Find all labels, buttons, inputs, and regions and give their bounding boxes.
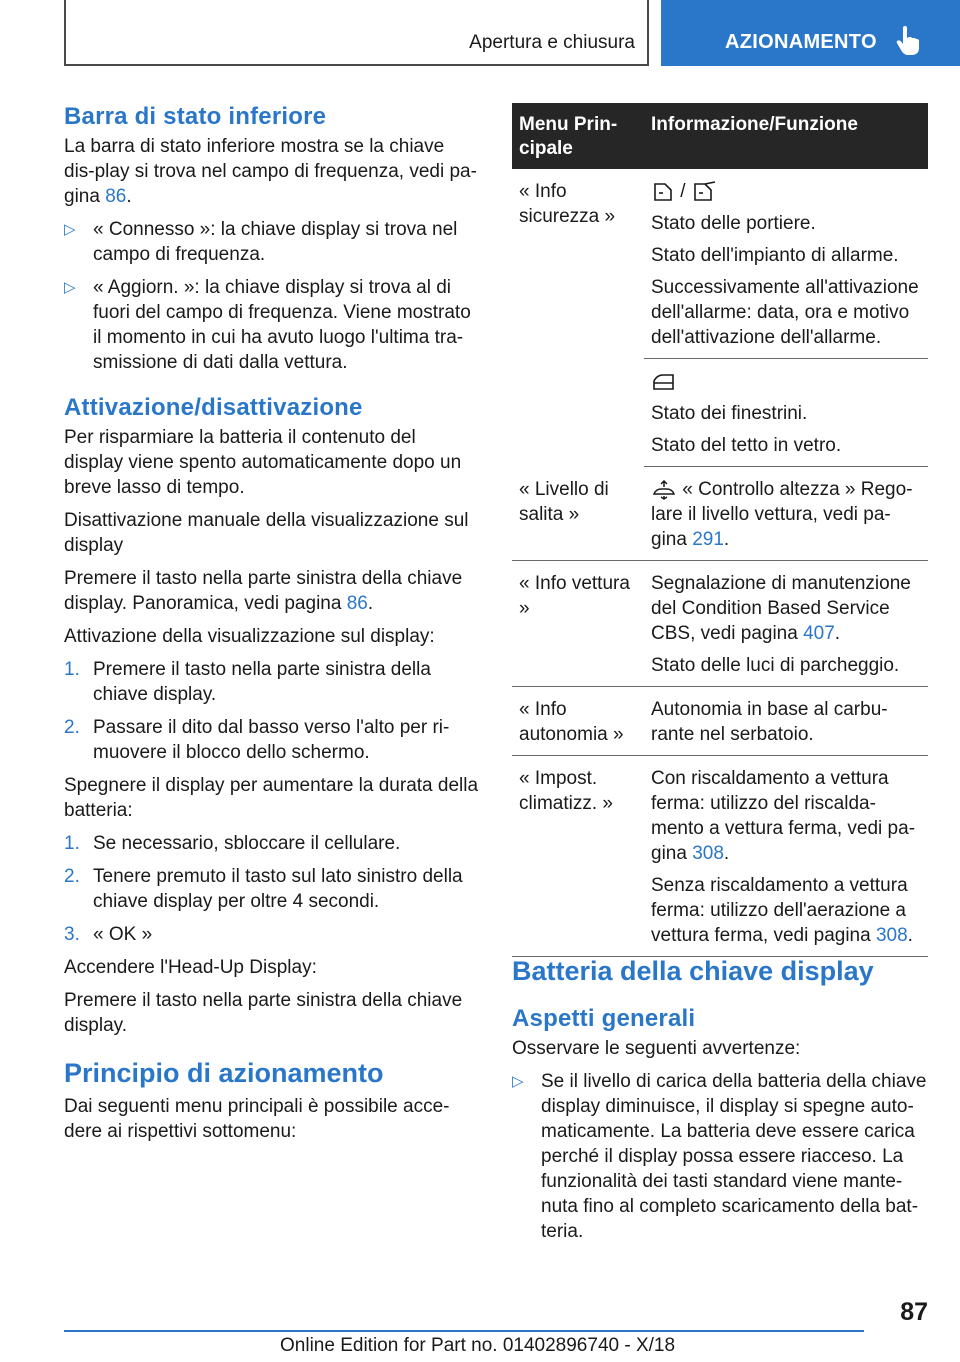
- table-row: [512, 756, 928, 957]
- page-link[interactable]: 291: [692, 529, 724, 550]
- numbered-item: [64, 657, 480, 707]
- list-number: 2.: [64, 866, 80, 887]
- list-text: « OK »: [93, 924, 153, 945]
- paragraph: Attivazione della visualizzazione sul display:: [64, 626, 435, 647]
- ride-height-icon: [651, 480, 677, 500]
- paragraph-text: Premere il tasto nella parte sinistra della chiave display. Panoramica, vedi pagina: [64, 568, 463, 614]
- info-line: Stato del tetto in vetro.: [651, 435, 842, 456]
- menu-table: [512, 103, 928, 957]
- paragraph: Dai seguenti menu principali è possibile acce-dere ai rispettivi sottomenu:: [64, 1096, 450, 1142]
- info-line: Stato dell'impianto di allarme.: [651, 245, 899, 266]
- triangle-bullet-icon: ▷: [64, 279, 76, 296]
- page-link[interactable]: 407: [803, 623, 835, 644]
- paragraph: La barra di stato inferiore mostra se la chiave dis-play si trova nel campo di frequenza, vedi pa-gina 86.: [64, 136, 477, 207]
- page-link[interactable]: 308: [875, 925, 908, 946]
- info-line: Stato dei finestrini.: [651, 403, 808, 424]
- bullet-item: [512, 1069, 928, 1244]
- paragraph: Osservare le seguenti avvertenze:: [512, 1038, 801, 1059]
- info-text: Segnalazione di manutenzione del Condition Based Service CBS, vedi pagina: [651, 573, 911, 644]
- list-number: 3.: [64, 924, 80, 945]
- info-text: Senza riscaldamento a vettura ferma: utilizzo dell'aerazione a vettura ferma, vedi pagina: [651, 875, 908, 946]
- paragraph: Per risparmiare la batteria il contenuto del display viene spento automaticamente dopo un breve lasso di tempo.: [64, 427, 462, 498]
- table-header-row: [512, 103, 928, 169]
- bullet-text: « Connesso »: la chiave display si trova nel campo di frequenza.: [93, 219, 458, 265]
- info-line: Stato delle luci di parcheggio.: [651, 655, 900, 676]
- page-number: 87: [900, 1298, 928, 1326]
- info-line: Senza riscaldamento a vettura ferma: utilizzo dell'aerazione a vettura ferma, vedi pagina 308.: [651, 875, 913, 946]
- table-row: [512, 467, 928, 561]
- numbered-item: [64, 831, 480, 856]
- list-text: Tenere premuto il tasto sul lato sinistro della chiave display per oltre 4 secondi.: [93, 866, 463, 912]
- subsection-title-general: Aspetti generali: [512, 1005, 696, 1032]
- list-number: 1.: [64, 659, 80, 680]
- page-link[interactable]: 308: [692, 843, 724, 864]
- header-section-title: Apertura e chiusura: [469, 32, 635, 53]
- hand-pointer-icon: [895, 26, 921, 56]
- list-text: Se necessario, sbloccare il cellulare.: [93, 833, 401, 854]
- icon-row: [651, 179, 921, 204]
- icon-row: [651, 369, 921, 394]
- numbered-item: [64, 864, 480, 914]
- table-cell-menu: « Impost. climatizz. »: [512, 756, 644, 957]
- table-cell-info: [644, 169, 928, 359]
- info-line: Con riscaldamento a vettura ferma: utilizzo del riscalda-mento a vettura ferma, vedi pa-gina 308.: [651, 768, 916, 864]
- list-text: Passare il dito dal basso verso l'alto per ri-muovere il blocco dello schermo.: [93, 717, 450, 763]
- left-column: [64, 102, 480, 1152]
- icon-separator: /: [680, 181, 686, 202]
- table-row: [512, 561, 928, 687]
- paragraph: Premere il tasto nella parte sinistra della chiave display. Panoramica, vedi pagina 86.: [64, 568, 463, 614]
- paragraph: Disattivazione manuale della visualizzazione sul display: [64, 510, 469, 556]
- footer-edition: Online Edition for Part no. 01402896740 - X/18: [280, 1335, 676, 1356]
- window-icon: [651, 371, 677, 393]
- table-cell-menu: « Info autonomia »: [512, 687, 644, 756]
- triangle-bullet-icon: ▷: [64, 221, 76, 238]
- numbered-item: [64, 922, 480, 947]
- info-line: Segnalazione di manutenzione del Condition Based Service CBS, vedi pagina 407.: [651, 573, 911, 644]
- list-text: Premere il tasto nella parte sinistra della chiave display.: [93, 659, 431, 705]
- info-line: Successivamente all'attivazione dell'allarme: data, ora e motivo dell'attivazione dell'allarme.: [651, 277, 919, 348]
- table-row: [512, 169, 928, 359]
- header-chapter-title: AZIONAMENTO: [725, 31, 877, 53]
- bullet-text: « Aggiorn. »: la chiave display si trova al di fuori del campo di frequenza. Viene mostrato il momento in cui ha avuto luogo l'ultima tra-smissione di dati dalla vettura.: [93, 277, 471, 373]
- bullet-text: Se il livello di carica della batteria della chiave display diminuisce, il display si spegne auto-maticamente. La batteria deve essere carica perché il display possa essere riacceso. La funzionalità dei tasti standard viene mante-nuta fino al completo scaricamento della bat-teria.: [541, 1071, 927, 1242]
- header-chapter: [661, 0, 960, 66]
- table-cell-menu: « Livello di salita »: [512, 467, 644, 561]
- table-cell-info: [644, 561, 928, 687]
- list-number: 2.: [64, 717, 80, 738]
- section-title-status-bar: Barra di stato inferiore: [64, 103, 327, 130]
- table-cell-info: [644, 756, 928, 957]
- page-link[interactable]: 86: [346, 593, 368, 614]
- numbered-item: [64, 715, 480, 765]
- list-number: 1.: [64, 833, 80, 854]
- door-closed-icon: [651, 181, 675, 203]
- info-line: Autonomia in base al carbu-rante nel serbatoio.: [651, 699, 888, 745]
- bullet-item: [64, 275, 480, 375]
- bullet-item: [64, 217, 480, 267]
- info-text: Con riscaldamento a vettura ferma: utilizzo del riscalda-mento a vettura ferma, vedi pa-gina: [651, 768, 916, 864]
- table-cell-info: [644, 359, 928, 467]
- paragraph-text: La barra di stato inferiore mostra se la chiave dis-play si trova nel campo di frequenza, vedi pa-gina: [64, 136, 477, 207]
- info-text: « Controllo altezza » Rego-lare il livello vettura, vedi pa-gina: [651, 479, 913, 550]
- right-column-battery: [512, 954, 928, 1252]
- section-title-activation: Attivazione/disattivazione: [64, 394, 363, 421]
- table-cell-info: [644, 687, 928, 756]
- paragraph: Spegnere il display per aumentare la durata della batteria:: [64, 775, 479, 821]
- info-line: « Controllo altezza » Rego-lare il livello vettura, vedi pa-gina 291.: [651, 479, 913, 550]
- section-title-battery: Batteria della chiave display: [512, 956, 874, 986]
- section-title-operating-principle: Principio di azionamento: [64, 1058, 384, 1088]
- footer-rule: [64, 1330, 864, 1332]
- table-header-menu: Menu Prin-cipale: [512, 103, 644, 169]
- page-link[interactable]: 86: [105, 186, 127, 207]
- paragraph: Premere il tasto nella parte sinistra della chiave display.: [64, 990, 463, 1036]
- table-row: [512, 687, 928, 756]
- triangle-bullet-icon: ▷: [512, 1073, 524, 1090]
- paragraph: Accendere l'Head-Up Display:: [64, 957, 317, 978]
- table-cell-menu: « Info vettura »: [512, 561, 644, 687]
- table-cell-menu: « Info sicurezza »: [519, 181, 616, 227]
- table-header-info: Informazione/Funzione: [644, 103, 928, 169]
- header-section: [64, 0, 649, 66]
- info-line: Stato delle portiere.: [651, 213, 816, 234]
- table-cell-info: [644, 467, 928, 561]
- door-open-icon: [691, 181, 719, 203]
